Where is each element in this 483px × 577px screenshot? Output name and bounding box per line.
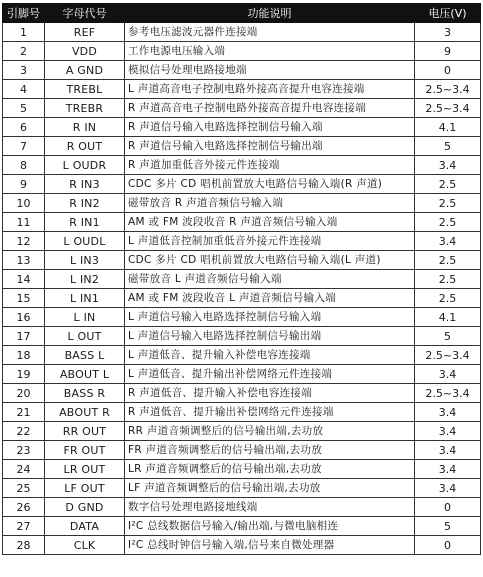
pin-number-cell: 11 bbox=[3, 213, 45, 232]
table-row bbox=[3, 99, 481, 118]
pin-function-table bbox=[2, 3, 481, 555]
letter-code-cell: TREBL bbox=[45, 80, 125, 99]
function-description-cell: 磁带放音 R 声道音频信号输入端 bbox=[125, 194, 415, 213]
table-row bbox=[3, 118, 481, 137]
voltage-cell: 2.5 bbox=[415, 194, 481, 213]
pin-number-cell: 21 bbox=[3, 403, 45, 422]
letter-code-cell: R IN2 bbox=[45, 194, 125, 213]
letter-code-cell: D GND bbox=[45, 498, 125, 517]
pin-number-cell: 14 bbox=[3, 270, 45, 289]
letter-code-cell: L IN2 bbox=[45, 270, 125, 289]
letter-code-cell: LR OUT bbox=[45, 460, 125, 479]
voltage-cell: 3.4 bbox=[415, 232, 481, 251]
table-row bbox=[3, 460, 481, 479]
function-description-cell: L 声道低音、提升输出补偿网络元件连接端 bbox=[125, 365, 415, 384]
function-description-cell: R 声道信号输入电路选择控制信号输入端 bbox=[125, 118, 415, 137]
header-pin-number: 引脚号 bbox=[3, 4, 45, 23]
table-row bbox=[3, 175, 481, 194]
header-function-description: 功能说明 bbox=[125, 4, 415, 23]
voltage-cell: 2.5~3.4 bbox=[415, 99, 481, 118]
voltage-cell: 0 bbox=[415, 536, 481, 555]
header-letter-code: 字母代号 bbox=[45, 4, 125, 23]
letter-code-cell: L OUDL bbox=[45, 232, 125, 251]
pin-number-cell: 13 bbox=[3, 251, 45, 270]
letter-code-cell: BASS L bbox=[45, 346, 125, 365]
letter-code-cell: LF OUT bbox=[45, 479, 125, 498]
voltage-cell: 2.5~3.4 bbox=[415, 346, 481, 365]
voltage-cell: 3.4 bbox=[415, 441, 481, 460]
pin-number-cell: 8 bbox=[3, 156, 45, 175]
table-row bbox=[3, 213, 481, 232]
function-description-cell: 磁带放音 L 声道音频信号输入端 bbox=[125, 270, 415, 289]
voltage-cell: 4.1 bbox=[415, 118, 481, 137]
voltage-cell: 9 bbox=[415, 42, 481, 61]
voltage-cell: 2.5 bbox=[415, 251, 481, 270]
table-header bbox=[3, 4, 481, 23]
voltage-cell: 0 bbox=[415, 498, 481, 517]
letter-code-cell: ABOUT L bbox=[45, 365, 125, 384]
table-row bbox=[3, 80, 481, 99]
letter-code-cell: TREBR bbox=[45, 99, 125, 118]
letter-code-cell: FR OUT bbox=[45, 441, 125, 460]
pin-number-cell: 20 bbox=[3, 384, 45, 403]
voltage-cell: 3.4 bbox=[415, 403, 481, 422]
letter-code-cell: L IN3 bbox=[45, 251, 125, 270]
pin-number-cell: 5 bbox=[3, 99, 45, 118]
voltage-cell: 3.4 bbox=[415, 460, 481, 479]
table-row bbox=[3, 346, 481, 365]
table-row bbox=[3, 61, 481, 80]
function-description-cell: L 声道信号输入电路选择控制信号输入端 bbox=[125, 308, 415, 327]
table-row bbox=[3, 327, 481, 346]
function-description-cell: RR 声道音频调整后的信号输出端,去功放 bbox=[125, 422, 415, 441]
letter-code-cell: L OUDR bbox=[45, 156, 125, 175]
table-row bbox=[3, 479, 481, 498]
function-description-cell: 数字信号处理电路接地线端 bbox=[125, 498, 415, 517]
letter-code-cell: R IN1 bbox=[45, 213, 125, 232]
voltage-cell: 2.5 bbox=[415, 213, 481, 232]
pin-number-cell: 4 bbox=[3, 80, 45, 99]
pin-number-cell: 10 bbox=[3, 194, 45, 213]
letter-code-cell: A GND bbox=[45, 61, 125, 80]
table-row bbox=[3, 308, 481, 327]
letter-code-cell: R IN bbox=[45, 118, 125, 137]
table-row bbox=[3, 23, 481, 42]
table-row bbox=[3, 517, 481, 536]
voltage-cell: 2.5~3.4 bbox=[415, 80, 481, 99]
function-description-cell: R 声道低音、提升输入补偿电容连接端 bbox=[125, 384, 415, 403]
voltage-cell: 5 bbox=[415, 137, 481, 156]
table-row bbox=[3, 156, 481, 175]
letter-code-cell: BASS R bbox=[45, 384, 125, 403]
table-row bbox=[3, 194, 481, 213]
pin-number-cell: 6 bbox=[3, 118, 45, 137]
function-description-cell: R 声道加重低音外接元件连接端 bbox=[125, 156, 415, 175]
table-row bbox=[3, 42, 481, 61]
pin-number-cell: 7 bbox=[3, 137, 45, 156]
letter-code-cell: RR OUT bbox=[45, 422, 125, 441]
voltage-cell: 2.5 bbox=[415, 175, 481, 194]
letter-code-cell: L OUT bbox=[45, 327, 125, 346]
function-description-cell: R 声道低音、提升输出补偿网络元件连接端 bbox=[125, 403, 415, 422]
function-description-cell: 工作电源电压输入端 bbox=[125, 42, 415, 61]
function-description-cell: AM 或 FM 波段收音 L 声道音频信号输入端 bbox=[125, 289, 415, 308]
pin-number-cell: 1 bbox=[3, 23, 45, 42]
table-row bbox=[3, 137, 481, 156]
voltage-cell: 3.4 bbox=[415, 156, 481, 175]
pin-number-cell: 23 bbox=[3, 441, 45, 460]
pin-number-cell: 9 bbox=[3, 175, 45, 194]
header-voltage: 电压(V) bbox=[415, 4, 481, 23]
voltage-cell: 3.4 bbox=[415, 422, 481, 441]
pin-number-cell: 27 bbox=[3, 517, 45, 536]
voltage-cell: 3.4 bbox=[415, 479, 481, 498]
letter-code-cell: ABOUT R bbox=[45, 403, 125, 422]
table-row bbox=[3, 289, 481, 308]
table-body bbox=[3, 23, 481, 555]
letter-code-cell: R OUT bbox=[45, 137, 125, 156]
function-description-cell: AM 或 FM 波段收音 R 声道音频信号输入端 bbox=[125, 213, 415, 232]
pin-number-cell: 17 bbox=[3, 327, 45, 346]
letter-code-cell: L IN bbox=[45, 308, 125, 327]
pin-number-cell: 26 bbox=[3, 498, 45, 517]
function-description-cell: L 声道信号输入电路选择控制信号输出端 bbox=[125, 327, 415, 346]
letter-code-cell: L IN1 bbox=[45, 289, 125, 308]
voltage-cell: 4.1 bbox=[415, 308, 481, 327]
table-row bbox=[3, 270, 481, 289]
pin-number-cell: 12 bbox=[3, 232, 45, 251]
pin-number-cell: 22 bbox=[3, 422, 45, 441]
function-description-cell: CDC 多片 CD 唱机前置放大电路信号输入端(R 声道) bbox=[125, 175, 415, 194]
function-description-cell: I²C 总线数据信号输入/输出端,与微电脑相连 bbox=[125, 517, 415, 536]
letter-code-cell: DATA bbox=[45, 517, 125, 536]
letter-code-cell: R IN3 bbox=[45, 175, 125, 194]
voltage-cell: 2.5 bbox=[415, 270, 481, 289]
function-description-cell: 参考电压滤波元器件连接端 bbox=[125, 23, 415, 42]
function-description-cell: L 声道高音电子控制电路外接高音提升电容连接端 bbox=[125, 80, 415, 99]
function-description-cell: CDC 多片 CD 唱机前置放大电路信号输入端(L 声道) bbox=[125, 251, 415, 270]
table-row bbox=[3, 422, 481, 441]
table-row bbox=[3, 384, 481, 403]
table-row bbox=[3, 232, 481, 251]
pin-number-cell: 19 bbox=[3, 365, 45, 384]
voltage-cell: 5 bbox=[415, 517, 481, 536]
function-description-cell: LF 声道音频调整后的信号输出端,去功放 bbox=[125, 479, 415, 498]
pin-number-cell: 24 bbox=[3, 460, 45, 479]
table-row bbox=[3, 536, 481, 555]
pin-number-cell: 15 bbox=[3, 289, 45, 308]
table-row bbox=[3, 441, 481, 460]
pin-number-cell: 28 bbox=[3, 536, 45, 555]
function-description-cell: R 声道高音电子控制电路外接高音提升电容连接端 bbox=[125, 99, 415, 118]
header-row bbox=[3, 4, 481, 23]
voltage-cell: 0 bbox=[415, 61, 481, 80]
letter-code-cell: REF bbox=[45, 23, 125, 42]
voltage-cell: 3 bbox=[415, 23, 481, 42]
letter-code-cell: CLK bbox=[45, 536, 125, 555]
table-row bbox=[3, 365, 481, 384]
voltage-cell: 2.5~3.4 bbox=[415, 384, 481, 403]
voltage-cell: 3.4 bbox=[415, 365, 481, 384]
function-description-cell: FR 声道音频调整后的信号输出端,去功放 bbox=[125, 441, 415, 460]
function-description-cell: 模拟信号处理电路接地端 bbox=[125, 61, 415, 80]
pin-number-cell: 25 bbox=[3, 479, 45, 498]
table-row bbox=[3, 251, 481, 270]
voltage-cell: 2.5 bbox=[415, 289, 481, 308]
function-description-cell: R 声道信号输入电路选择控制信号输出端 bbox=[125, 137, 415, 156]
pin-number-cell: 2 bbox=[3, 42, 45, 61]
pin-number-cell: 16 bbox=[3, 308, 45, 327]
function-description-cell: L 声道低音控制加重低音外接元件连接端 bbox=[125, 232, 415, 251]
function-description-cell: I²C 总线时钟信号输入端,信号来自微处理器 bbox=[125, 536, 415, 555]
function-description-cell: L 声道低音、提升输入补偿电容连接端 bbox=[125, 346, 415, 365]
table-row bbox=[3, 498, 481, 517]
function-description-cell: LR 声道音频调整后的信号输出端,去功放 bbox=[125, 460, 415, 479]
letter-code-cell: VDD bbox=[45, 42, 125, 61]
table-row bbox=[3, 403, 481, 422]
voltage-cell: 5 bbox=[415, 327, 481, 346]
pin-number-cell: 18 bbox=[3, 346, 45, 365]
pin-number-cell: 3 bbox=[3, 61, 45, 80]
